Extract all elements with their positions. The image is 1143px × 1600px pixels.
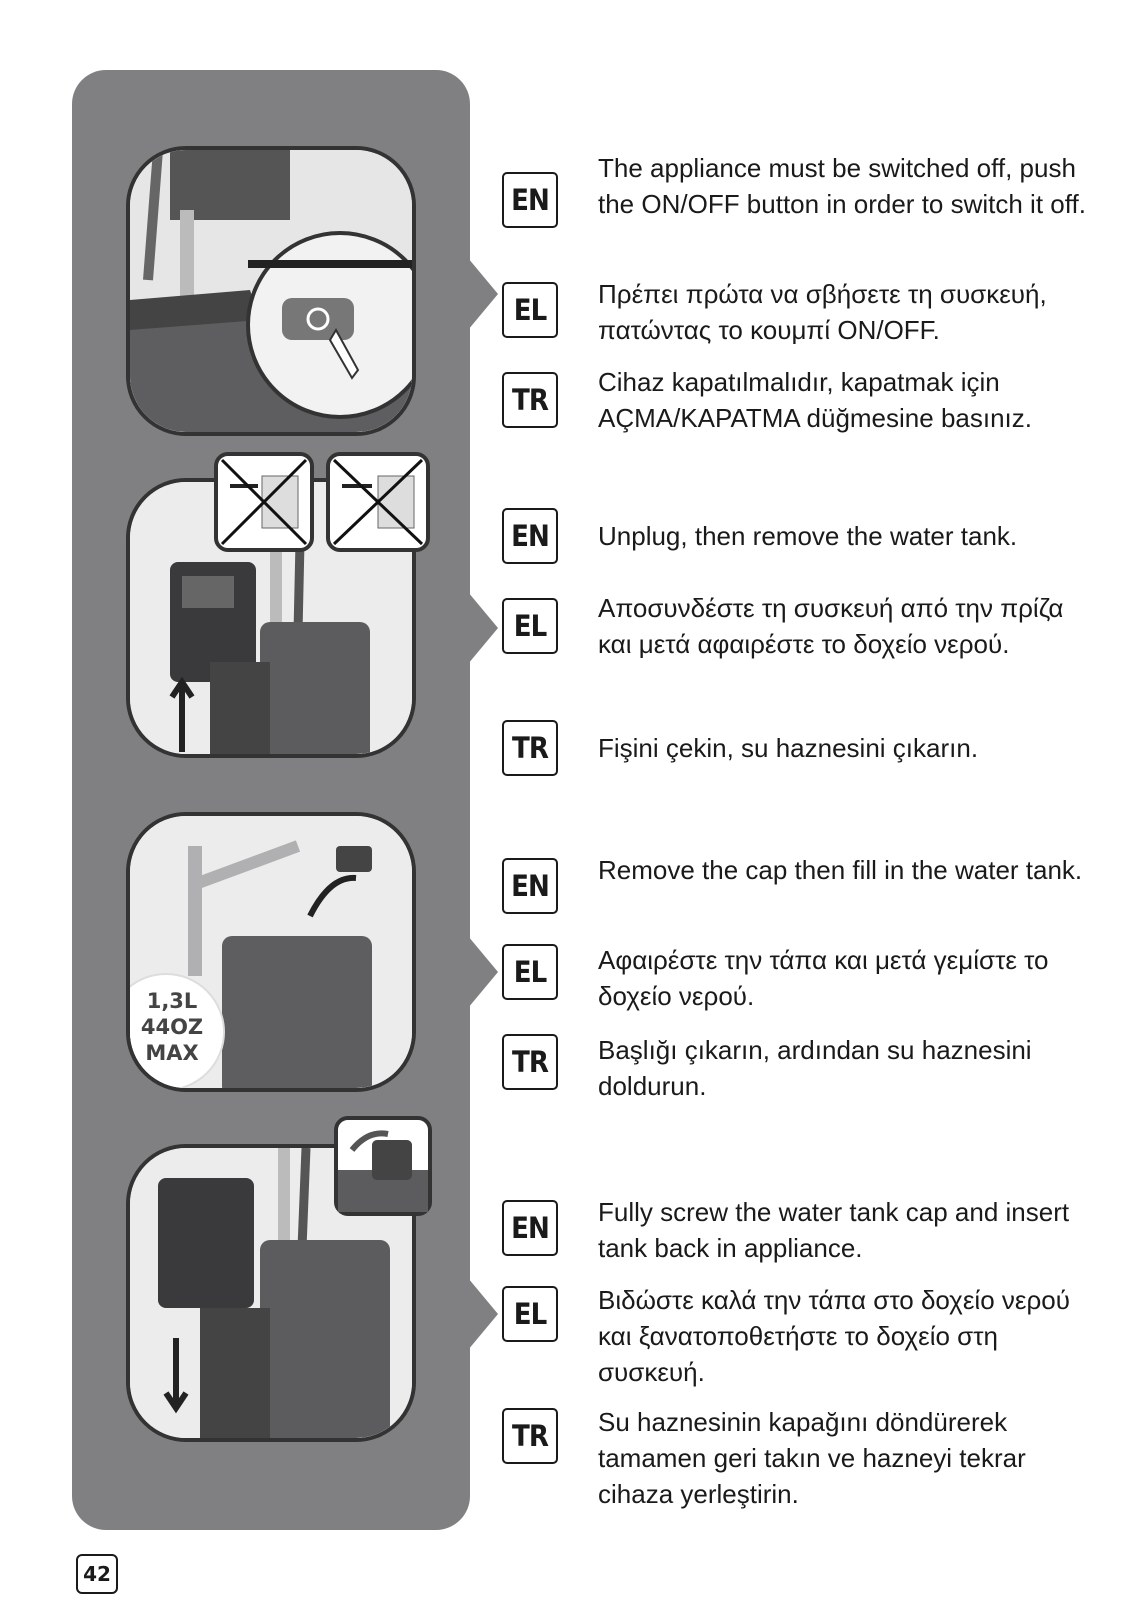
- page-number: 42: [76, 1554, 118, 1594]
- instruction-text-el: Βιδώστε καλά την τάπα στο δοχείο νερού και ξανατοποθετήστε το δοχείο στη συσκευή.: [598, 1285, 1070, 1387]
- cap-screw-icon: [334, 1116, 432, 1216]
- capacity-max: MAX: [145, 1041, 199, 1065]
- instruction-text-tr: Başlığı çıkarın, ardından su haznesini doldurun.: [598, 1035, 1032, 1101]
- instruction-text-en: Unplug, then remove the water tank.: [598, 521, 1018, 551]
- instruction-text-en: The appliance must be switched off, push the ON/OFF button in order to switch it off.: [598, 153, 1086, 219]
- lang-badge-en: EN: [502, 172, 558, 228]
- instruction-text-el: Αποσυνδέστε τη συσκευή από την πρίζα και μετά αφαιρέστε το δοχείο νερού.: [598, 593, 1064, 659]
- lang-badge-en: EN: [502, 1200, 558, 1256]
- lang-badge-el: EL: [502, 1286, 558, 1342]
- instruction-text-tr: Fişini çekin, su haznesini çıkarın.: [598, 733, 979, 763]
- instruction-text-en: Fully screw the water tank cap and insert tank back in appliance.: [598, 1197, 1070, 1263]
- lang-badge-el: EL: [502, 282, 558, 338]
- lang-badge-tr: TR: [502, 372, 558, 428]
- step-pointer: [468, 592, 498, 664]
- lang-badge-tr: TR: [502, 720, 558, 776]
- instruction-text-el: Πρέπει πρώτα να σβήσετε τη συσκευή, πατώντας το κουμπί ON/OFF.: [598, 279, 1047, 345]
- instruction-text-tr: Su haznesinin kapağını döndürerek tamamen geri takın ve hazneyi tekrar cihaza yerleştirin.: [598, 1407, 1026, 1509]
- capacity-label: [136, 988, 208, 1066]
- lang-badge-tr: TR: [502, 1408, 558, 1464]
- lang-badge-en: EN: [502, 508, 558, 564]
- lang-badge-el: EL: [502, 598, 558, 654]
- step-pointer: [468, 1278, 498, 1350]
- step-pointer: [468, 258, 498, 330]
- capacity-liters: 1,3L: [146, 989, 198, 1013]
- socket-icon-crossed: [214, 452, 314, 552]
- lang-badge-el: EL: [502, 944, 558, 1000]
- capacity-ounces: 44OZ: [140, 1015, 204, 1039]
- illustration-power-off: [126, 146, 416, 436]
- lang-badge-tr: TR: [502, 1034, 558, 1090]
- instruction-text-tr: Cihaz kapatılmalıdır, kapatmak için AÇMA/KAPATMA düğmesine basınız.: [598, 367, 1032, 433]
- step-pointer: [468, 936, 498, 1008]
- illustration-fill-tank: [126, 812, 416, 1092]
- plug-icon-crossed: [326, 452, 430, 552]
- instruction-text-en: Remove the cap then fill in the water tank.: [598, 855, 1083, 885]
- instruction-text-el: Αφαιρέστε την τάπα και μετά γεμίστε το δοχείο νερού.: [598, 945, 1049, 1011]
- lang-badge-en: EN: [502, 858, 558, 914]
